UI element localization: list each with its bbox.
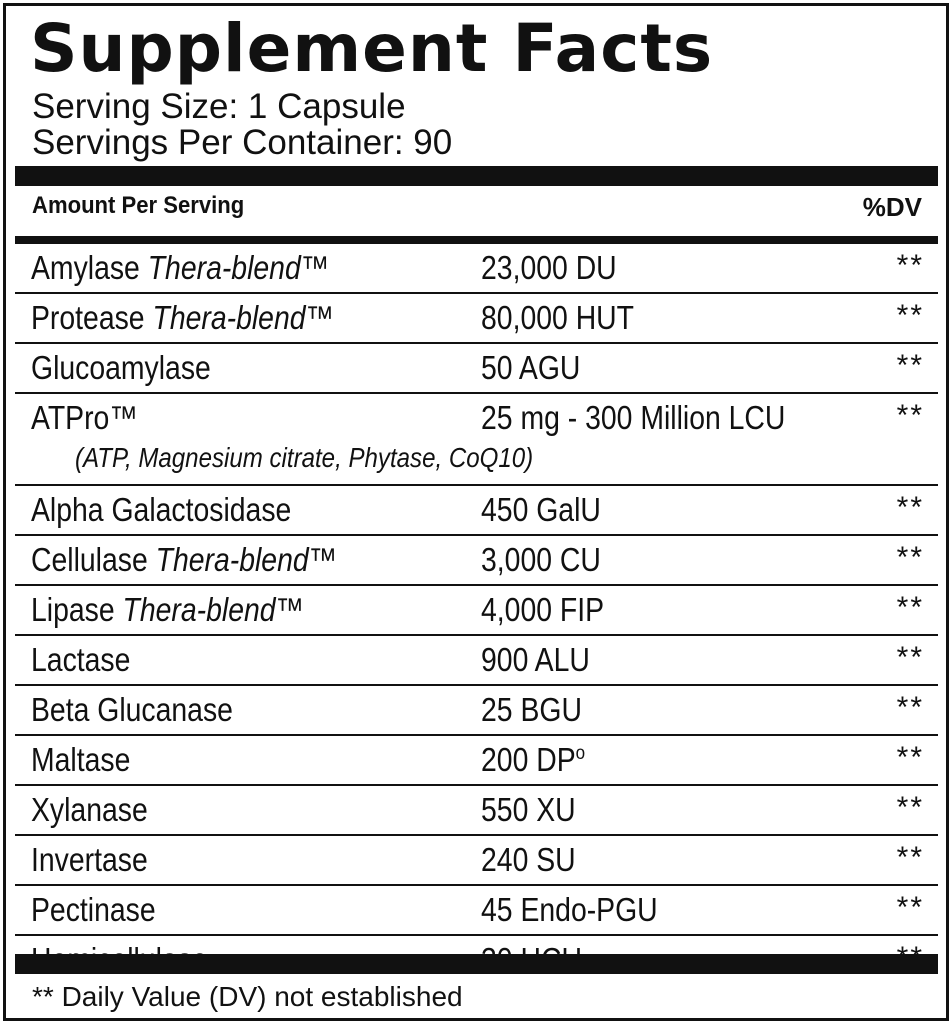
ingredient-amount-text: 80,000 HUT [481,299,635,336]
ingredient-name [31,399,138,437]
ingredient-name-text: ATPro™ [31,399,138,436]
nutrient-table [15,244,938,984]
table-row [15,886,938,936]
servings-per-container: Servings Per Container: 90 [32,123,453,162]
ingredient-name [31,299,334,337]
ingredient-name-text: Xylanase [31,791,148,828]
ingredient-amount [481,641,590,679]
ingredient-name [31,591,304,629]
dv-value: ** [896,891,924,924]
thick-divider-bottom [15,954,938,974]
ingredient-name [31,891,156,929]
ingredient-amount [481,691,582,729]
dv-value: ** [896,591,924,624]
ingredient-suffix: Thera-blend™ [147,249,330,286]
thick-divider-top [15,166,938,186]
serving-size: Serving Size: 1 Capsule [32,87,406,126]
ingredient-amount [481,399,785,437]
footnote: ** Daily Value (DV) not established [32,981,463,1012]
ingredient-amount [481,791,576,829]
ingredient-name [31,349,211,387]
ingredient-amount-text: 45 Endo-PGU [481,891,658,928]
amount-per-serving-label: Amount Per Serving [32,192,245,219]
amount-superscript: o [575,742,586,764]
ingredient-amount [481,591,604,629]
ingredient-amount-text: 25 BGU [481,691,582,728]
ingredient-suffix: Thera-blend™ [155,541,338,578]
ingredient-name-text: Protease [31,299,145,336]
ingredient-name-text: Glucoamylase [31,349,211,386]
ingredient-amount [481,491,601,529]
ingredient-amount-text: 450 GalU [481,491,601,528]
table-row [15,536,938,586]
dv-header: %DV [862,192,922,222]
ingredient-amount [481,349,580,387]
medium-divider [15,236,938,244]
ingredient-amount-text: 240 SU [481,841,576,878]
ingredient-name-text: Maltase [31,741,131,778]
ingredient-subtext: (ATP, Magnesium citrate, Phytase, CoQ10) [75,442,534,473]
ingredient-amount-text: 900 ALU [481,641,590,678]
dv-value: ** [896,349,924,382]
table-row [15,244,938,294]
ingredient-name [31,841,148,879]
ingredient-name [31,691,233,729]
dv-value: ** [896,299,924,332]
ingredient-name-text: Lipase [31,591,115,628]
dv-value: ** [896,741,924,774]
table-row [15,344,938,394]
dv-value: ** [896,791,924,824]
ingredient-name-text: Pectinase [31,891,156,928]
dv-value: ** [896,541,924,574]
ingredient-amount-text: 200 DP [481,741,576,778]
ingredient-name [31,791,148,829]
table-row [15,736,938,786]
table-row [15,786,938,836]
table-row [15,394,938,486]
ingredient-amount [481,841,576,879]
ingredient-name [31,741,130,779]
ingredient-amount [481,541,601,579]
ingredient-amount-text: 50 AGU [481,349,581,386]
table-row [15,486,938,536]
ingredient-name [31,491,291,529]
ingredient-amount [481,891,658,929]
table-row [15,294,938,344]
ingredient-name [31,641,130,679]
ingredient-name [31,541,337,579]
ingredient-amount [481,299,634,337]
ingredient-amount-text: 4,000 FIP [481,591,605,628]
dv-value: ** [896,249,924,282]
table-row [15,686,938,736]
dv-value: ** [896,399,924,432]
ingredient-suffix: Thera-blend™ [122,591,304,628]
ingredient-name [31,249,329,287]
dv-value: ** [896,491,924,524]
table-row [15,586,938,636]
ingredient-amount-text: 3,000 CU [481,541,601,578]
ingredient-name-text: Amylase [31,249,140,286]
ingredient-name-text: Beta Glucanase [31,691,233,728]
ingredient-name-text: Alpha Galactosidase [31,491,292,528]
ingredient-suffix: Thera-blend™ [152,299,334,336]
table-row [15,836,938,886]
supplement-facts-panel [3,3,949,1021]
dv-value: ** [896,841,924,874]
ingredient-amount-text: 550 XU [481,791,576,828]
ingredient-name-text: Invertase [31,841,148,878]
ingredient-amount [481,249,617,287]
dv-value: ** [896,691,924,724]
panel-title: Supplement Facts [30,10,714,87]
ingredient-amount-text: 25 mg - 300 Million LCU [481,399,786,436]
table-row [15,636,938,686]
ingredient-name-text: Lactase [31,641,131,678]
ingredient-amount-text: 23,000 DU [481,249,617,286]
ingredient-amount [481,741,585,779]
ingredient-name-text: Cellulase [31,541,148,578]
dv-value: ** [896,641,924,674]
